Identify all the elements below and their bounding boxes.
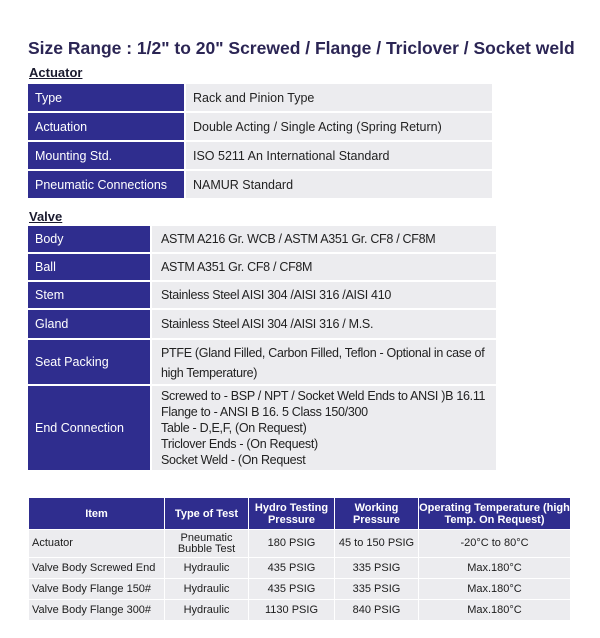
table-cell: Hydraulic — [165, 579, 249, 600]
column-header: Hydro Testing Pressure — [249, 498, 335, 530]
valve-spec-table — [28, 226, 496, 472]
table-cell: Valve Body Flange 300# — [29, 600, 165, 621]
table-row — [28, 226, 496, 254]
table-row — [28, 340, 496, 386]
row-label: Gland — [28, 310, 152, 340]
row-value: PTFE (Gland Filled, Carbon Filled, Teflon - Optional in case of high Temperature) — [152, 340, 496, 386]
row-value: Stainless Steel AISI 304 /AISI 316 / M.S. — [152, 310, 496, 340]
table-cell: Pneumatic Bubble Test — [165, 530, 249, 558]
row-label: End Connection — [28, 386, 152, 472]
table-cell: Hydraulic — [165, 558, 249, 579]
table-row — [28, 84, 492, 113]
table-row — [29, 579, 571, 600]
row-label: Type — [28, 84, 186, 113]
row-label: Actuation — [28, 113, 186, 142]
table-cell: 180 PSIG — [249, 530, 335, 558]
table-cell: Max.180°C — [419, 600, 571, 621]
table-row — [29, 558, 571, 579]
table-row — [28, 282, 496, 310]
valve-heading: Valve — [29, 209, 63, 224]
row-label: Body — [28, 226, 152, 254]
end-connection-line: Screwed to - BSP / NPT / Socket Weld Ends to ANSI )B 16.11 — [161, 389, 486, 403]
row-value: ISO 5211 An International Standard — [186, 142, 492, 171]
page-title: Size Range : 1/2" to 20" Screwed / Flange / Triclover / Socket weld — [28, 38, 575, 58]
table-row — [28, 386, 496, 472]
end-connection-line: Table - D,E,F, (On Request) — [161, 421, 307, 435]
actuator-heading: Actuator — [29, 65, 83, 80]
actuator-spec-table — [28, 84, 492, 200]
table-cell: -20°C to 80°C — [419, 530, 571, 558]
end-connection-line: Socket Weld - (On Request — [161, 453, 306, 467]
table-row — [28, 113, 492, 142]
row-value: ASTM A216 Gr. WCB / ASTM A351 Gr. CF8 / CF8M — [152, 226, 496, 254]
table-cell: 1130 PSIG — [249, 600, 335, 621]
table-cell: Hydraulic — [165, 600, 249, 621]
row-label: Mounting Std. — [28, 142, 186, 171]
table-cell: 45 to 150 PSIG — [335, 530, 419, 558]
end-connection-line: Triclover Ends - (On Request) — [161, 437, 318, 451]
table-row — [28, 254, 496, 282]
table-cell: Max.180°C — [419, 558, 571, 579]
row-label: Ball — [28, 254, 152, 282]
table-cell: 435 PSIG — [249, 558, 335, 579]
column-header: Type of Test — [165, 498, 249, 530]
table-row — [29, 600, 571, 621]
column-header: Operating Temperature (high Temp. On Request) — [419, 498, 571, 530]
row-value: Stainless Steel AISI 304 /AISI 316 /AISI 410 — [152, 282, 496, 310]
table-row — [29, 530, 571, 558]
table-header-row — [29, 498, 571, 530]
row-label: Seat Packing — [28, 340, 152, 386]
table-row — [28, 142, 492, 171]
table-cell: Valve Body Screwed End — [29, 558, 165, 579]
end-connection-line: Flange to - ANSI B 16. 5 Class 150/300 — [161, 405, 368, 419]
row-value: ASTM A351 Gr. CF8 / CF8M — [152, 254, 496, 282]
table-cell: 840 PSIG — [335, 600, 419, 621]
table-cell: Actuator — [29, 530, 165, 558]
table-cell: 335 PSIG — [335, 558, 419, 579]
column-header: Working Pressure — [335, 498, 419, 530]
row-value — [152, 386, 496, 472]
table-cell: Valve Body Flange 150# — [29, 579, 165, 600]
row-value: Rack and Pinion Type — [186, 84, 492, 113]
table-cell: Max.180°C — [419, 579, 571, 600]
test-pressure-table — [28, 497, 571, 621]
table-cell: 435 PSIG — [249, 579, 335, 600]
table-row — [28, 310, 496, 340]
row-value: NAMUR Standard — [186, 171, 492, 200]
table-row — [28, 171, 492, 200]
column-header: Item — [29, 498, 165, 530]
table-cell: 335 PSIG — [335, 579, 419, 600]
row-value: Double Acting / Single Acting (Spring Return) — [186, 113, 492, 142]
row-label: Stem — [28, 282, 152, 310]
row-label: Pneumatic Connections — [28, 171, 186, 200]
